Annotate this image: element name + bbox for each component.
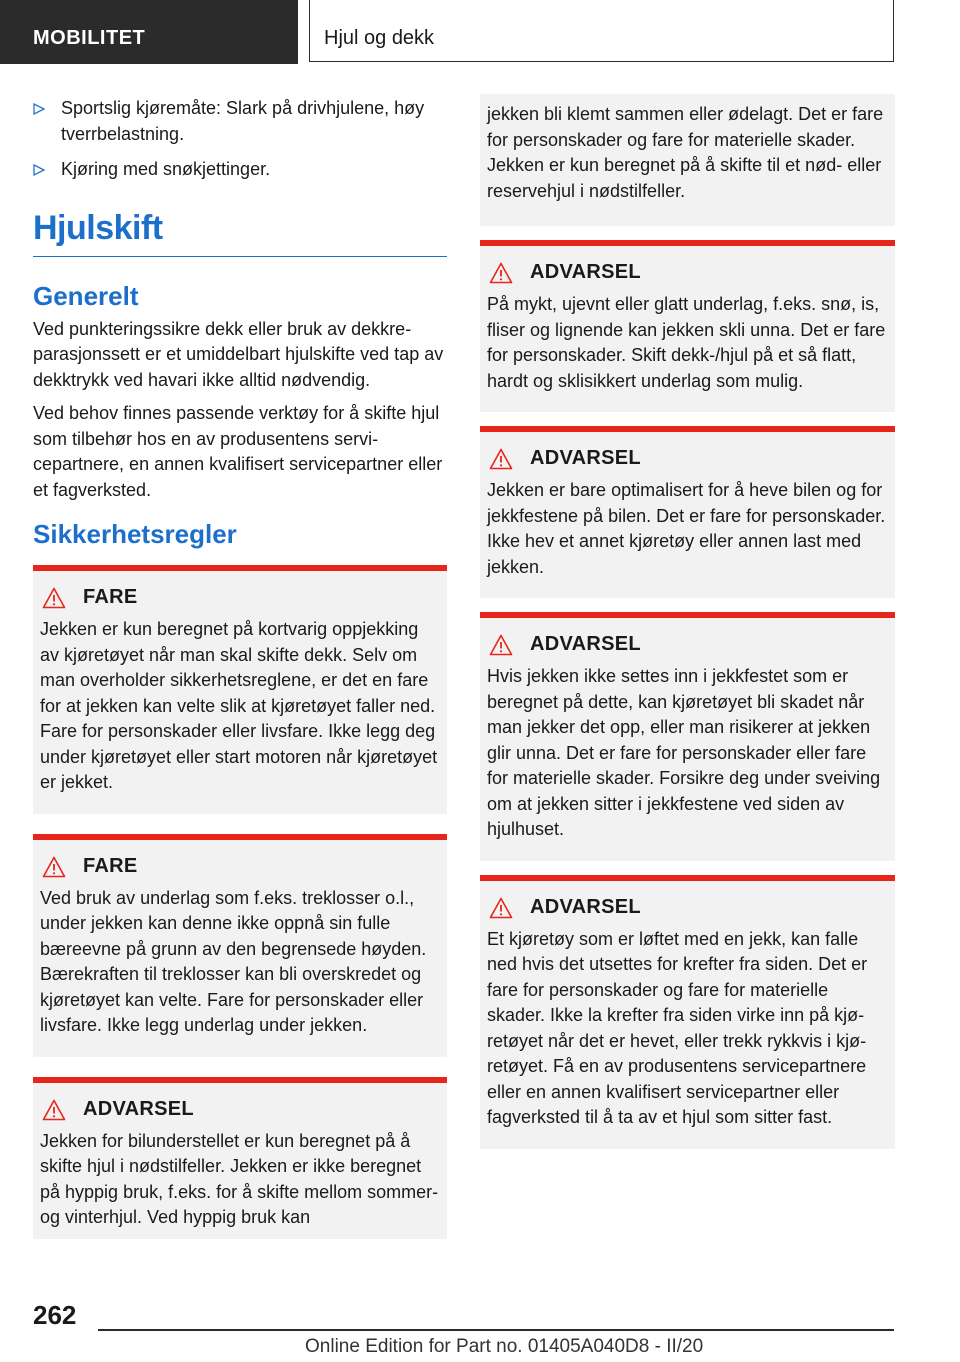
warning-triangle-icon [42,587,66,609]
box-label: ADVARSEL [530,633,641,656]
box-text: Jekken er bare optimalisert for å heve bilen og for jekkfestene på bilen. Det er fare for personskader. Ikke hev et annet kjøretøy eller annen last med jekken. [487,480,886,577]
box-label: ADVARSEL [530,261,641,284]
warning-triangle-icon [42,1099,66,1121]
header-title: Hjul og dekk [324,27,435,49]
list-item-text: Sportslig kjøremåte: Slark på drivhjulene, høy tverrbelastning. [61,98,425,144]
warning-triangle-icon [42,856,66,878]
box-header [487,444,888,474]
list-item [33,96,447,147]
paragraph: Ved behov finnes passende verktøy for å skifte hjul som tilbehør hos en av produsentens servicepartnere, en annen kvalifisert servicepartner eller et fagverksted. [33,403,443,500]
box-header [487,893,888,923]
subsection-heading-general: Generelt [33,280,139,311]
warning-triangle-icon [489,262,513,284]
section-heading: Hjulskift [33,207,447,257]
box-label: ADVARSEL [530,895,641,918]
box-label: ADVARSEL [530,447,641,470]
box-text: Hvis jekken ikke settes inn i jekkfestet som er beregnet på dette, kan kjøretøyet bli skadet når man jekker det opp, eller man risikerer at jekken glir unna. Det er fare for personskader eller fare for materielle skader. Forsikre deg under sveiving om at jekken sitter i jekkfestene ved siden av hjulhuset. [487,666,881,839]
box-text: Jekken for bilunderstellet er kun beregnet på å skifte hjul i nødstilfeller. Jekken er ikke beregnet på hyppig bruk, f.eks. for å skifte mellom sommer- og vinterhjul. Ved hyppig bruk kan [40,1130,439,1227]
paragraph: Ved punkteringssikre dekk eller bruk av dekkreparasjonssett er et umiddelbart hjulskifte ved tap av dekktrykk ved havari ikke alltid nødvendig. [33,318,444,390]
box-label: ADVARSEL [83,1097,194,1120]
warning-box-continued [480,94,895,226]
box-header [40,583,440,613]
header-title-box [309,0,894,62]
box-header [487,258,888,288]
warning-box [480,240,895,412]
header-section-tab [0,0,298,64]
list-item [33,157,447,183]
footer-divider [98,1329,894,1331]
warning-triangle-icon [489,897,513,919]
danger-box [33,834,447,1057]
box-label: FARE [83,586,138,609]
box-text: Ved bruk av underlag som f.eks. treklosser o.l., under jekken kan denne ikke oppnå sin fulle bæreevne på grunn av den begrensede høyden. Bærekraften til treklosser kan bli overskredet og kjøretøyet kan velte. Fare for personskader eller livsfare. Ikke legg underlag under jekken. [40,887,427,1035]
subsection-heading-safety: Sikkerhetsregler [33,519,237,549]
header-section-label: MOBILITET [33,27,146,49]
box-header [40,852,440,882]
box-text: jekken bli klemt sammen eller ødelagt. Det er fare for personskader og fare for materielle skader. Jekken er kun beregnet på å skifte til et nød- eller reservehjul i nødstilfeller. [487,104,884,201]
warning-box [480,426,895,598]
left-column [33,96,447,1253]
box-label: FARE [83,854,138,877]
danger-box [33,565,447,814]
list-item-text: Kjøring med snøkjettinger. [61,159,271,179]
warning-box [33,1077,447,1239]
warning-box [480,875,895,1149]
box-text: Jekken er kun beregnet på kortvarig oppjekking av kjøretøyet når man skal skifte dekk. Selv om man overholder sikkerhetsreglene, er det en fare for at jekken kan velte slik at kjøretøyet faller ned. Fare for personskader eller livsfare. Ikke legg deg under kjøretøyet eller start motoren når kjøretøyet er jekket. [40,619,438,792]
footer-edition: Online Edition for Part no. 01405A040D8 - II/20 [305,1336,704,1357]
warning-triangle-icon [489,634,513,656]
box-header [40,1095,440,1125]
box-header [487,630,888,660]
page-number: 262 [33,1300,77,1330]
warning-triangle-icon [489,448,513,470]
triangle-right-icon [33,157,61,183]
triangle-right-icon [33,96,61,147]
box-text: På mykt, ujevnt eller glatt underlag, f.eks. snø, is, fliser og lignende kan jekken skli unna. Det er fare for personskader. Skift dekk-/hjul på et så flatt, hardt og sklisikkert underlag som mulig. [487,294,886,391]
warning-box [480,612,895,861]
right-column [480,94,895,1163]
box-text: Et kjøretøy som er løftet med en jekk, kan falle ned hvis det utsettes for krefter fra siden. Det er fare for personskader og fare for materielle skader. Ikke la krefter fra siden virke inn på kjøretøyet når det er hevet, eller trekk rykkvis i kjøretøyet. Få en av produsentens servicepartnere eller en annen kvalifisert servicepartner eller fagverksted til å ta av et hjul som sitter fast. [487,928,868,1127]
